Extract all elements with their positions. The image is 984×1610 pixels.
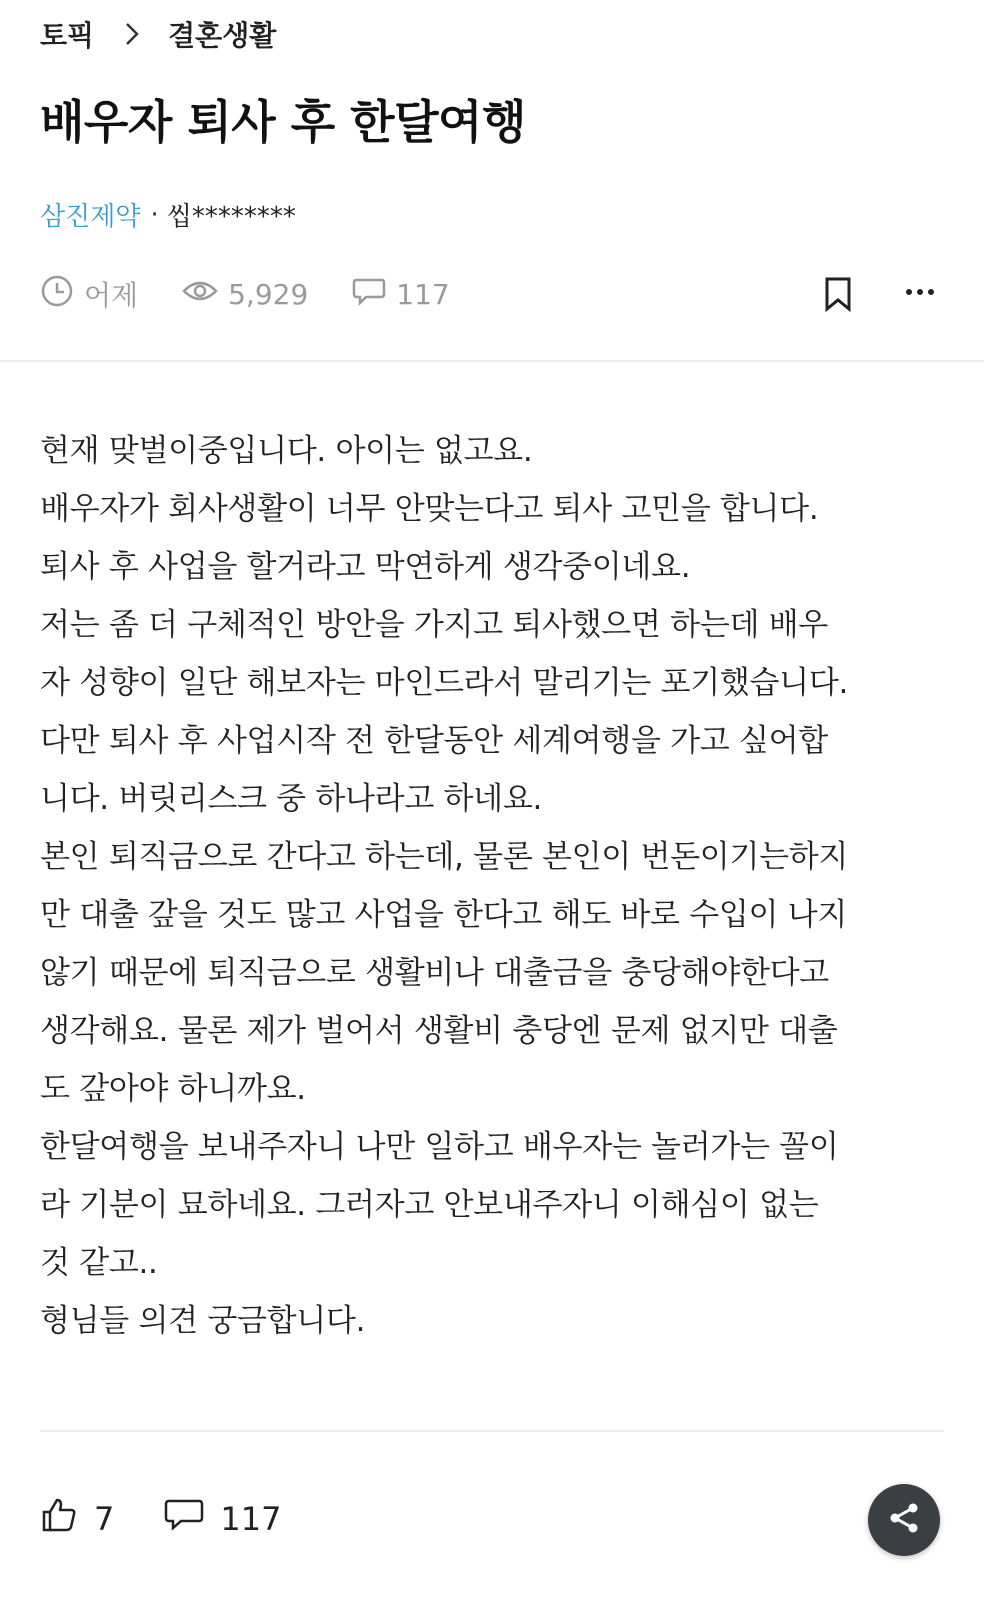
like-button[interactable] — [40, 1496, 114, 1542]
body-line: 본인 퇴직금으로 간다고 하는데, 물론 본인이 번돈이기는하지 — [40, 839, 849, 875]
comment-count: 117 — [396, 277, 450, 311]
post-time: 어제 — [84, 279, 139, 312]
body-line: 생각해요. 물론 제가 벌어서 생활비 충당엔 문제 없지만 대출 — [40, 1013, 838, 1049]
divider — [40, 1430, 944, 1432]
divider — [0, 360, 984, 362]
body-line: 자 성향이 일단 해보자는 마인드라서 말리기는 포기했습니다. — [40, 665, 849, 701]
body-line: 한달여행을 보내주자니 나만 일하고 배우자는 놀러가는 꼴이 — [40, 1129, 839, 1165]
comment-button[interactable] — [164, 1497, 281, 1541]
post-footer — [40, 1494, 331, 1544]
post-stats — [40, 272, 494, 316]
eye-icon — [182, 276, 228, 313]
author-name: 씹******** — [166, 202, 296, 232]
body-line: 퇴사 후 사업을 할거라고 막연하게 생각중이네요. — [40, 549, 691, 585]
body-line: 저는 좀 더 구체적인 방안을 가지고 퇴사했으면 하는데 배우 — [40, 607, 828, 643]
speech-bubble-icon — [164, 1497, 220, 1541]
bookmark-icon[interactable] — [822, 276, 854, 316]
footer-comment-count: 117 — [220, 1500, 282, 1538]
body-line: 현재 맞벌이중입니다. 아이는 없고요. — [40, 433, 533, 469]
post-title: 배우자 퇴사 후 한달여행 — [40, 95, 526, 149]
body-line: 않기 때문에 퇴직금으로 생활비나 대출금을 충당해야한다고 — [40, 955, 829, 991]
speech-bubble-icon — [352, 275, 396, 314]
post-body — [40, 422, 950, 1350]
body-line: 형님들 의견 궁금합니다. — [40, 1303, 366, 1339]
more-horizontal-icon[interactable] — [904, 280, 936, 308]
views-stat — [182, 276, 308, 313]
share-button[interactable] — [868, 1484, 940, 1556]
post-meta — [40, 196, 296, 233]
body-line: 다만 퇴사 후 사업시작 전 한달동안 세계여행을 가고 싶어합 — [40, 723, 828, 759]
body-line: 라 기분이 묘하네요. 그러자고 안보내주자니 이해심이 없는 — [40, 1187, 819, 1223]
breadcrumb-current[interactable]: 결혼생활 — [168, 19, 277, 52]
breadcrumb-parent[interactable]: 토픽 — [40, 19, 95, 52]
like-count: 7 — [94, 1500, 115, 1538]
body-line: 도 갚아야 하니까요. — [40, 1071, 306, 1107]
comments-stat[interactable] — [352, 275, 449, 314]
company-link[interactable]: 삼진제약 — [40, 202, 141, 232]
chevron-right-icon — [124, 21, 140, 47]
thumbs-up-icon — [40, 1496, 94, 1542]
share-icon — [886, 1500, 922, 1540]
body-line: 니다. 버릿리스크 중 하나라고 하네요. — [40, 781, 543, 817]
body-line: 만 대출 갚을 것도 많고 사업을 한다고 해도 바로 수입이 나지 — [40, 897, 848, 933]
view-count: 5,929 — [228, 277, 309, 311]
body-line: 것 같고.. — [40, 1245, 158, 1281]
meta-separator: · — [150, 199, 159, 230]
body-line: 배우자가 회사생활이 너무 안맞는다고 퇴사 고민을 합니다. — [40, 491, 819, 527]
time-stat — [40, 274, 138, 315]
clock-icon — [40, 274, 84, 315]
breadcrumb — [40, 14, 276, 54]
